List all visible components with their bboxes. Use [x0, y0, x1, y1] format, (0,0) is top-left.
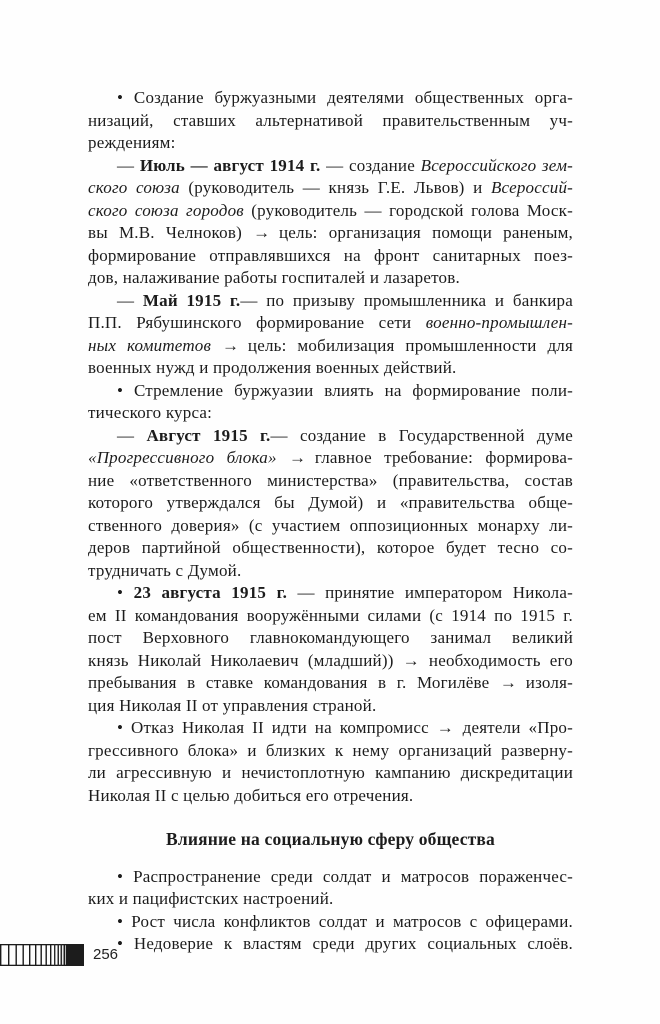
text-run: грессивного блока» и близких к нему организаций разверну-: [88, 740, 573, 760]
text-line: [88, 560, 573, 583]
page-number: 256: [93, 946, 119, 963]
text-run: — создание в Государственной думе: [270, 425, 573, 445]
text-line: [88, 312, 573, 335]
text-line: [88, 740, 573, 763]
paragraph: [88, 425, 573, 583]
text-line: [88, 447, 573, 470]
text-run: трудничать с Думой.: [88, 560, 242, 580]
text-run: (руководитель — князь Г.Е. Львов) и: [179, 178, 491, 197]
text-line: [88, 695, 573, 718]
text-run: Николая II с целью добиться его отречения.: [88, 785, 414, 805]
text-run: → цель: мобилизация промышленности для: [211, 335, 574, 355]
text-line: [88, 222, 573, 245]
text-run: —: [117, 155, 140, 175]
text-run: ние «ответственного министерства» (правительства, состав: [88, 470, 573, 490]
text-line: [88, 492, 573, 515]
text-run: • Распространение среди солдат и матросов пораженчес-: [117, 866, 573, 886]
text-line: [88, 515, 573, 538]
text-line: [88, 200, 573, 223]
text-run: пребывания в ставке командования в г. Могилёве → изоля-: [88, 673, 573, 692]
text-run: • Стремление буржуазии влиять на формирование поли-: [117, 380, 573, 400]
text-run: — по призыву промышленника и банкира: [240, 290, 573, 310]
text-line: [88, 627, 573, 650]
text-run: ких и пацифистских настроений.: [88, 889, 334, 908]
text-line: [88, 132, 573, 155]
text-run: • Создание буржуазными деятелями общественных орга-: [117, 88, 573, 107]
text-line: [88, 155, 573, 178]
text-line: [88, 290, 573, 313]
text-line: [88, 866, 573, 889]
text-line: [88, 762, 573, 785]
paragraph: [88, 290, 573, 380]
italic-run: «Прогрессивного блока»: [88, 448, 277, 467]
paragraph: [88, 866, 573, 911]
italic-run: ского союза: [88, 178, 180, 197]
bold-run: 23 августа 1915 г.: [133, 583, 288, 602]
italic-run: Всероссий-: [490, 178, 574, 197]
paragraph: [88, 155, 573, 290]
paragraph: [88, 380, 573, 425]
paragraph: [88, 911, 573, 934]
text-line: [88, 335, 573, 358]
text-line: [88, 402, 573, 425]
italic-run: ского союза городов: [88, 200, 244, 220]
text-run: — создание: [320, 155, 421, 175]
text-run: •: [117, 583, 134, 602]
text-run: которого утверждался бы Думой) и «правительства обще-: [88, 493, 573, 512]
text-run: князь Николай Николаевич (младший)) → необходимость его: [88, 650, 573, 670]
paragraph: [88, 933, 573, 956]
text-line: [88, 425, 573, 448]
bold-run: Июль — август 1914 г.: [139, 155, 321, 175]
italic-run: ных комитетов: [88, 335, 212, 355]
section-heading: Влияние на социальную сферу общества: [166, 829, 495, 849]
text-line: [88, 582, 573, 605]
spine-barcode-decoration: [0, 944, 84, 966]
text-line: [88, 717, 573, 740]
text-line: [88, 245, 573, 268]
text-run: тического курса:: [88, 403, 213, 422]
text-run: —: [117, 425, 147, 445]
text-run: вы М.В. Челноков) → цель: организация помощи раненым,: [88, 223, 573, 242]
bold-run: Май 1915 г.: [142, 290, 241, 310]
italic-run: Всероссийского зем-: [420, 155, 573, 175]
text-run: —: [117, 290, 143, 310]
text-run: ция Николая II от управления страной.: [88, 695, 377, 715]
text-run: → главное требование: формирова-: [276, 448, 574, 467]
text-line: [88, 537, 573, 560]
text-run: реждениям:: [88, 133, 176, 152]
text-run: • Отказ Николая II идти на компромисс → деятели «Про-: [117, 718, 573, 737]
text-run: • Рост числа конфликтов солдат и матросов с офицерами.: [117, 911, 573, 931]
text-line: [88, 380, 573, 403]
bold-run: Август 1915 г.: [146, 425, 271, 445]
text-line: [88, 672, 573, 695]
text-line: [88, 267, 573, 290]
text-run: — принятие императором Никола-: [287, 583, 573, 602]
text-run: П.П. Рябушинского формирование сети: [88, 313, 426, 332]
text-line: [88, 605, 573, 628]
text-line: [88, 470, 573, 493]
text-line: [88, 87, 573, 110]
text-line: [88, 357, 573, 380]
text-run: пост Верховного главнокомандующего занимал великий: [88, 628, 573, 647]
italic-run: военно-промышлен-: [425, 313, 573, 332]
text-line: [88, 888, 573, 911]
text-run: ственного доверия» (с участием оппозиционных монарху ли-: [88, 515, 573, 535]
text-line: [88, 911, 573, 934]
text-run: ем II командования вооружёнными силами (с 1914 по 1915 г.: [88, 605, 573, 625]
text-line: [88, 785, 573, 808]
text-run: дов, налаживание работы госпиталей и лазаретов.: [88, 268, 460, 287]
text-line: [88, 110, 573, 133]
text-run: формирование отправлявшихся на фронт санитарных поез-: [88, 245, 573, 265]
text-run: низаций, ставших альтернативой правительственным уч-: [88, 110, 573, 130]
text-column: [88, 87, 573, 956]
text-run: деров партийной общественности), которое будет тесно со-: [88, 538, 573, 557]
text-run: ли агрессивную и нечистоплотную кампанию дискредитации: [88, 763, 573, 782]
text-run: военных нужд и продолжения военных действий.: [88, 358, 457, 377]
text-line: [88, 650, 573, 673]
paragraph: [88, 717, 573, 807]
paragraph: [88, 582, 573, 717]
text-line: [88, 177, 573, 200]
text-run: (руководитель — городской голова Моск-: [243, 200, 573, 220]
text-line: [88, 933, 573, 956]
text-run: • Недоверие к властям среди других социальных слоёв.: [117, 934, 573, 953]
paragraph: [88, 87, 573, 155]
